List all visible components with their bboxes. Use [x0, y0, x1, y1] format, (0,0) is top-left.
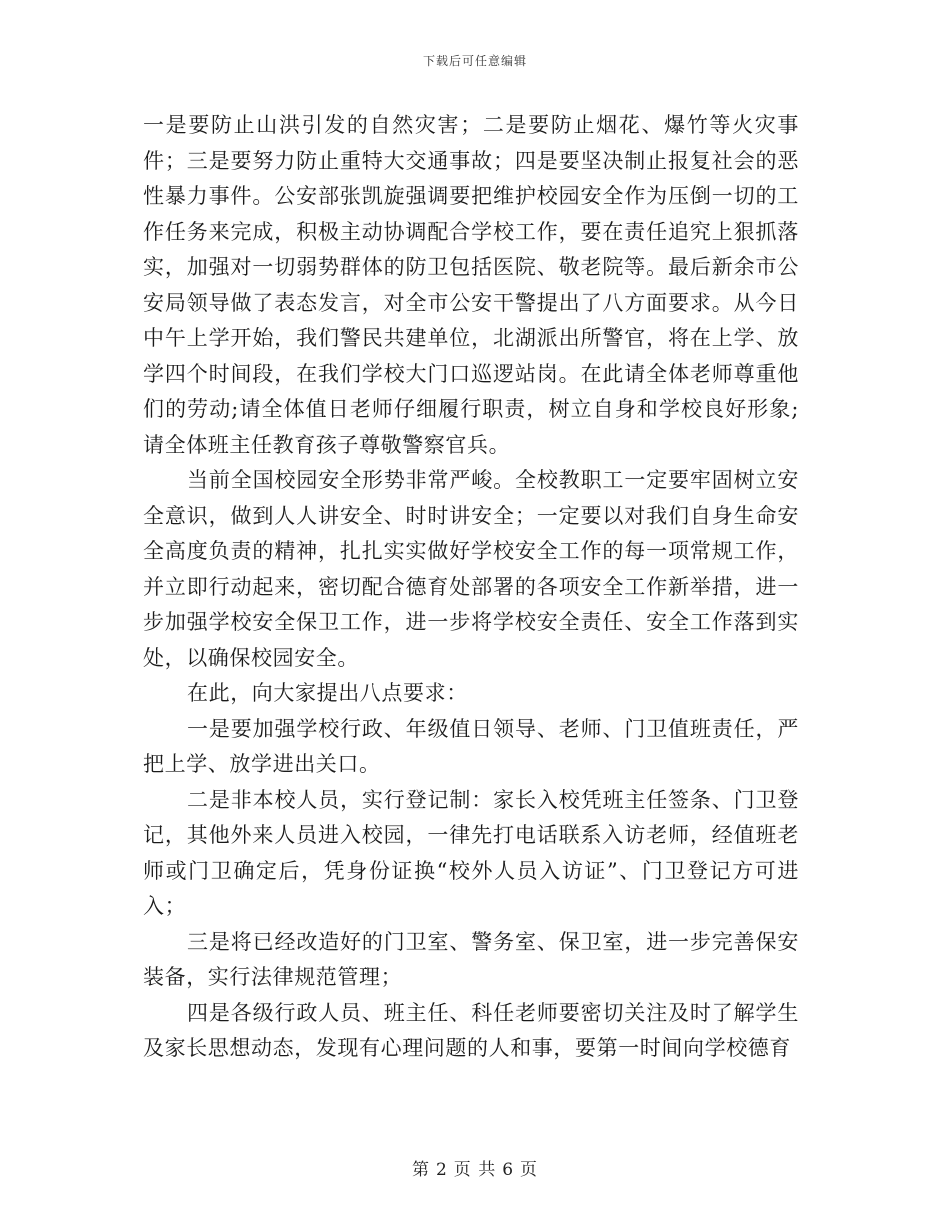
paragraph-2: 当前全国校园安全形势非常严峻。全校教职工一定要牢固树立安全意识，做到人人讲安全、时时讲安全；一定要以对我们自身生命安全高度负责的精神，扎扎实实做好学校安全工作的每一项常规工作，并立即行动起来，密切配合德育处部署的各项安全工作新举措，进一步加强学校安全保卫工作，进一步将学校安全责任、安全工作落到实处，以确保校园安全。 [143, 468, 799, 670]
paragraph-7: 四是各级行政人员、班主任、科任老师要密切关注及时了解学生及家长思想动态，发现有心理问题的人和事，要第一时间向学校德育 [143, 1000, 799, 1060]
paragraph-5: 二是非本校人员，实行登记制：家长入校凭班主任签条、门卫登记，其他外来人员进入校园，一律先打电话联系入访老师，经值班老师或门卫确定后，凭身份证换“校外人员入访证”、门卫登记方可进入； [143, 787, 799, 918]
document-body [143, 108, 799, 1067]
paragraph-6: 三是将已经改造好的门卫室、警务室、保卫室，进一步完善保安装备，实行法律规范管理； [143, 929, 799, 989]
footer-middle: 页 共 [453, 1160, 497, 1180]
footer-suffix: 页 [520, 1160, 539, 1180]
paragraph-1: 一是要防止山洪引发的自然灾害；二是要防止烟花、爆竹等火灾事件；三是要努力防止重特大交通事故；四是要坚决制止报复社会的恶性暴力事件。公安部张凯旋强调要把维护校园安全作为压倒一切的工作任务来完成，积极主动协调配合学校工作，要在责任追究上狠抓落实，加强对一切弱势群体的防卫包括医院、敬老院等。最后新余市公安局领导做了表态发言，对全市公安干警提出了八方面要求。从今日中午上学开始，我们警民共建单位，北湖派出所警官，将在上学、放学四个时间段，在我们学校大门口巡逻站岗。在此请全体老师尊重他们的劳动;请全体值日老师仔细履行职责，树立自身和学校良好形象;请全体班主任教育孩子尊敬警察官兵。 [143, 113, 799, 457]
page-header: 下载后可任意编辑 [422, 54, 527, 68]
current-page-number: 2 [435, 1160, 448, 1180]
total-page-count: 6 [502, 1160, 515, 1180]
paragraph-3: 在此，向大家提出八点要求： [187, 681, 468, 705]
footer-prefix: 第 [411, 1160, 430, 1180]
paragraph-4: 一是要加强学校行政、年级值日领导、老师、门卫值班责任，严把上学、放学进出关口。 [143, 716, 799, 776]
page-footer [0, 1155, 950, 1180]
